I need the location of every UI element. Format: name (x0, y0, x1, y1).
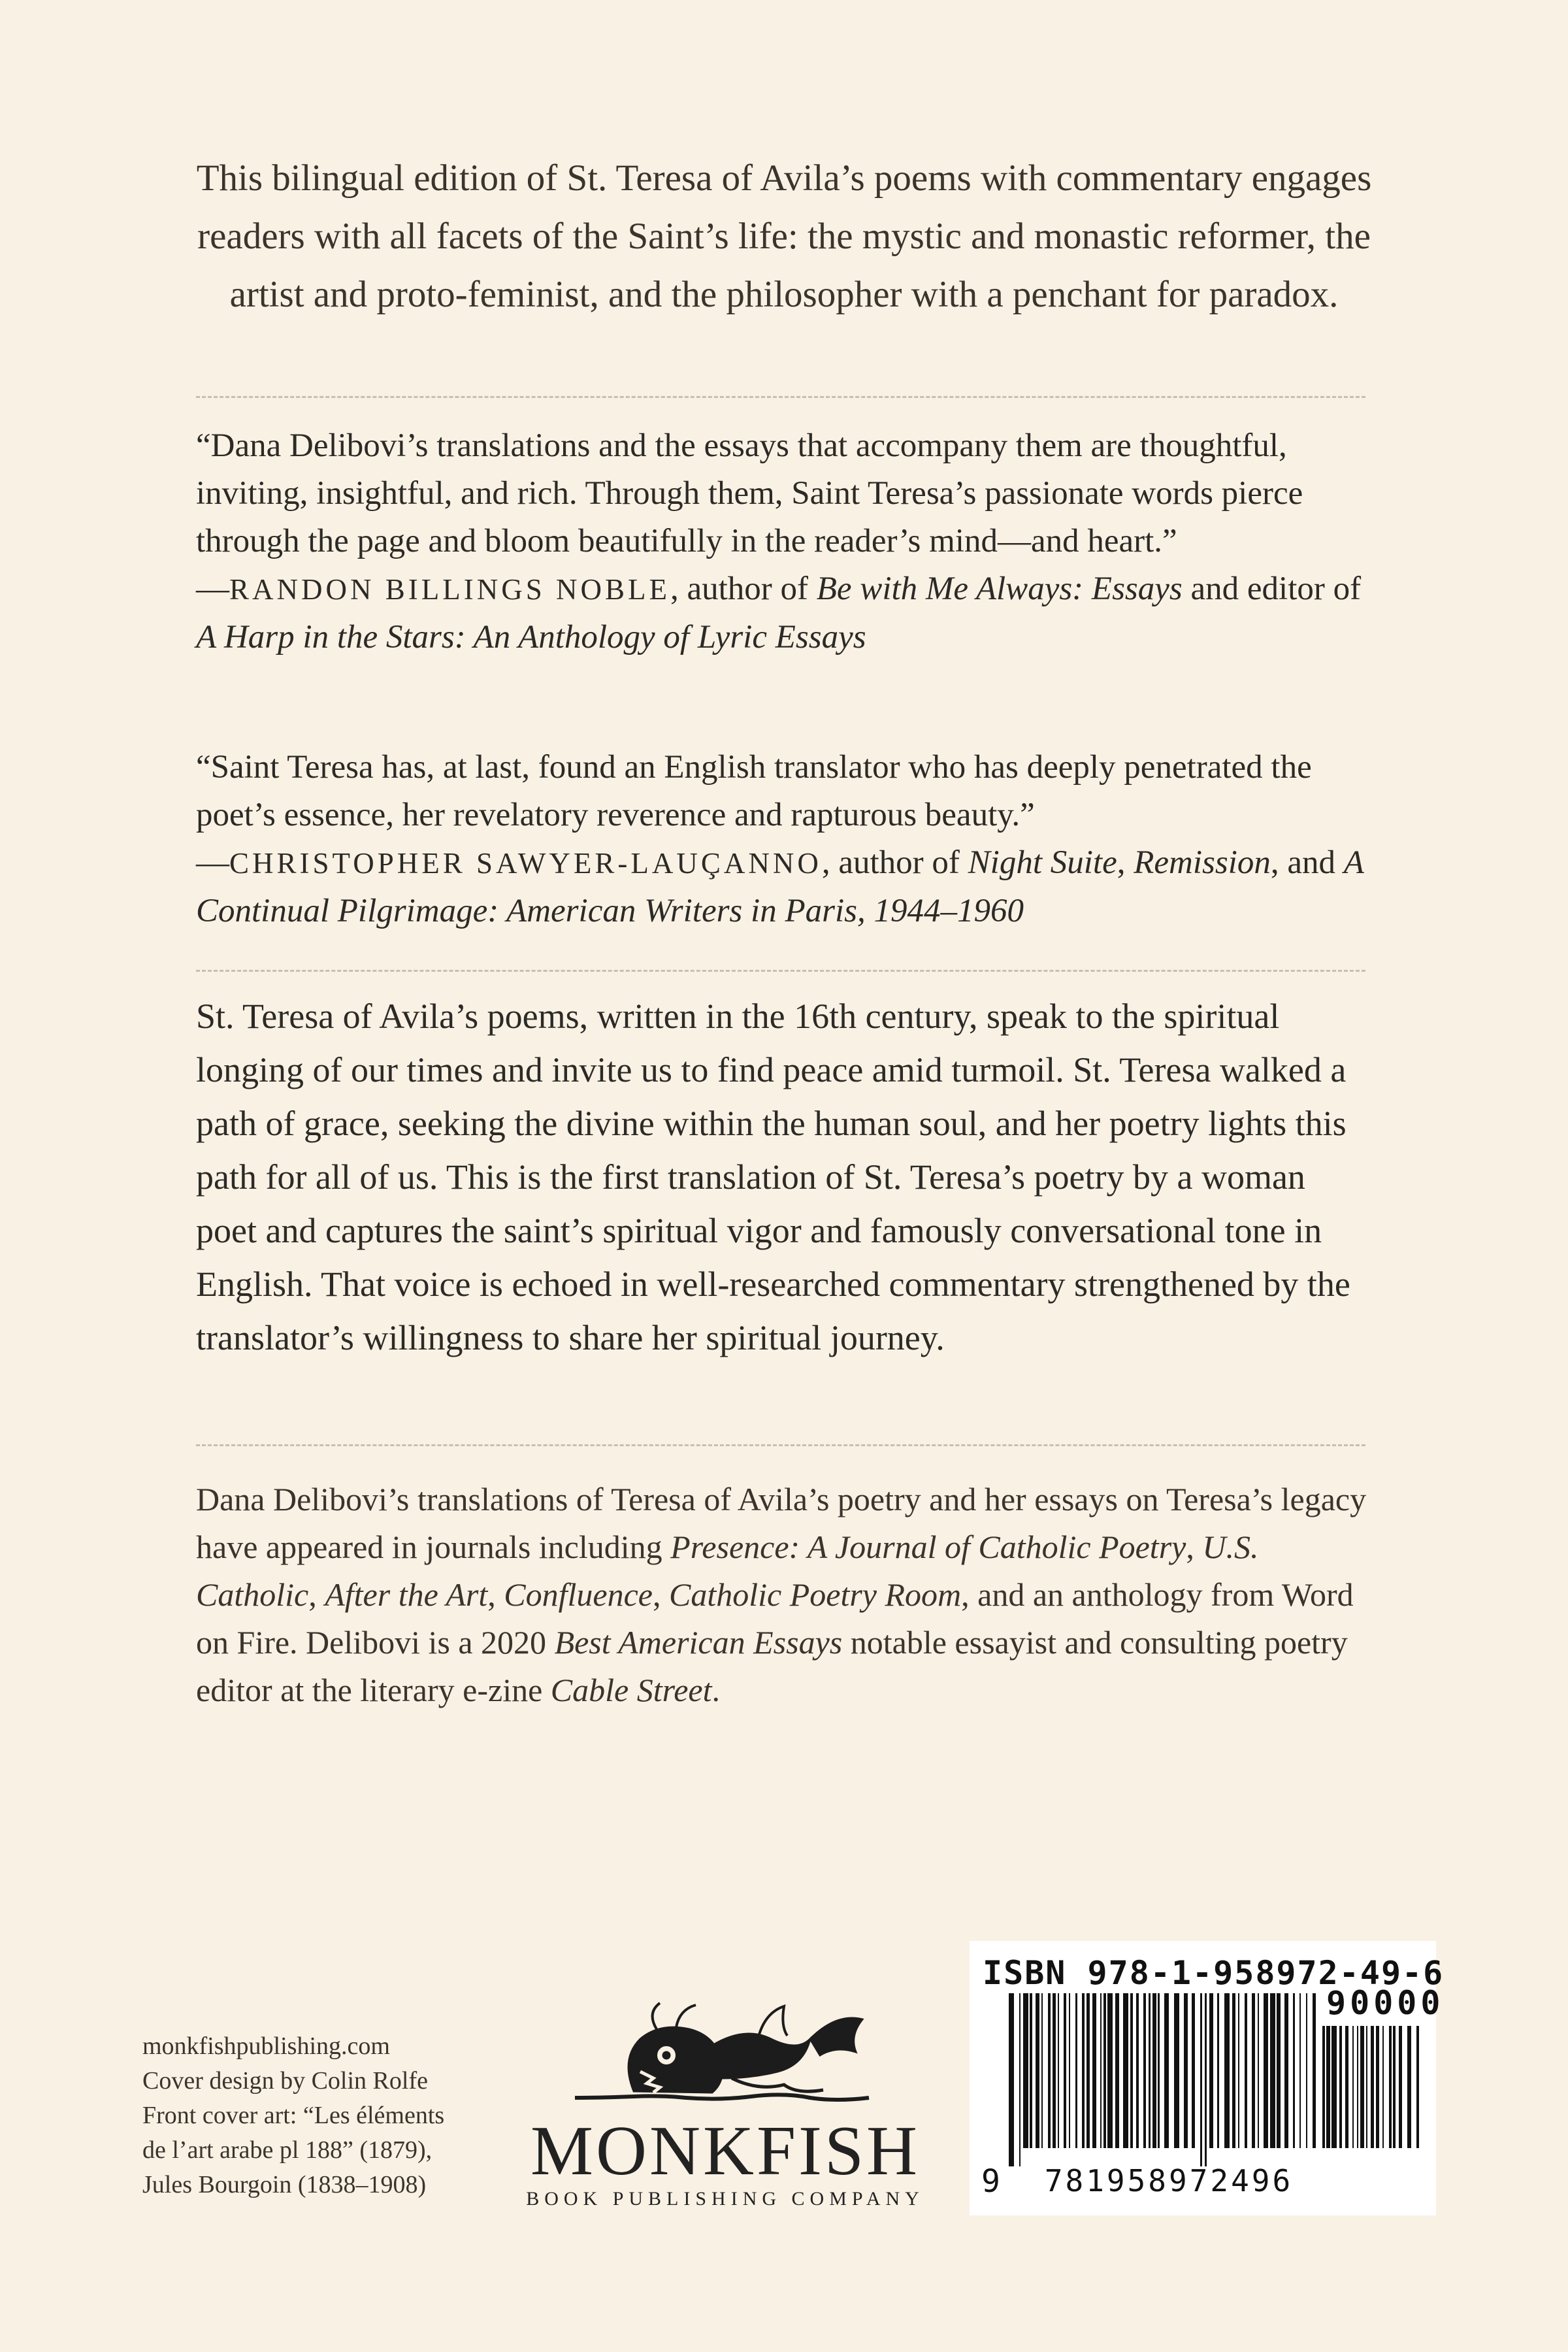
bio-journal-presence: Presence: A Journal of Catholic Poetry (670, 1529, 1186, 1565)
barcode-bar (1345, 2026, 1348, 2148)
barcode-bar (1048, 1993, 1051, 2148)
barcode-bar (1264, 1993, 1268, 2148)
endorsement-2-text: “Saint Teresa has, at last, found an English translator who has deeply penetrated the poet’s essence, her revelatory reverence and rapturous beauty.” (196, 749, 1312, 833)
barcode-bar (1277, 1993, 1281, 2148)
barcode-bar (1293, 1993, 1295, 2148)
barcode-bar (1058, 1993, 1059, 2148)
barcode-bar (1036, 1993, 1039, 2148)
endorsement-2-attr: , author of (821, 844, 968, 881)
barcode-bar (1238, 1993, 1239, 2148)
barcode-bar (1217, 1993, 1219, 2148)
barcode-bar (1064, 1993, 1066, 2148)
barcode-bar (1009, 1993, 1014, 2166)
endorsement-1-work-b: A Harp in the Stars: An Anthology of Lyric Essays (196, 619, 866, 655)
isbn-label: ISBN 978-1-958972-49-6 (983, 1954, 1445, 1992)
barcode-bar (1164, 1993, 1169, 2148)
barcode-bar (1149, 1993, 1151, 2148)
bio-sep-4: , (653, 1576, 669, 1613)
addon-barcode-bars (1322, 2026, 1427, 2166)
barcode-bar (1382, 2026, 1384, 2148)
bio-sep-1: , (1186, 1529, 1203, 1565)
barcode-bar (1393, 2026, 1396, 2148)
barcode-bar (1030, 1993, 1032, 2148)
bio-text-2: , and an anthology from Word on Fire. Delibovi is a 2020 (196, 1576, 1354, 1661)
barcode-bar (1053, 1993, 1056, 2148)
barcode-bar (1086, 1993, 1090, 2148)
barcode-bar (1339, 2026, 1342, 2148)
barcode-bar (1399, 2026, 1402, 2148)
barcode-bar (1184, 1993, 1188, 2148)
endorsement-2-work-a: Night Suite (968, 844, 1117, 881)
barcode-bar (1299, 1993, 1301, 2148)
barcode-bar (1232, 1993, 1235, 2148)
bio-journal-after-the-art: After the Art (325, 1576, 488, 1613)
barcode-bar (1152, 1993, 1156, 2148)
barcode-bar (1123, 1993, 1128, 2148)
barcode-bar (1075, 1993, 1077, 2148)
publisher-logo (516, 2000, 934, 2215)
barcode-bar (1360, 2026, 1364, 2148)
barcode-bar (1352, 2026, 1354, 2148)
cover-design-credit: Cover design by Colin Rolfe (142, 2067, 428, 2095)
barcode-bar (1107, 1993, 1113, 2148)
endorsement-1-attr-a: , author of (670, 571, 817, 607)
endorsement-2-sep-a: , (1117, 844, 1134, 881)
barcode-bar (1313, 1993, 1316, 2148)
barcode-bar (1322, 2026, 1325, 2148)
barcode-bar (1082, 1993, 1085, 2148)
barcode-bar (1174, 1993, 1179, 2148)
barcode-bar (1092, 1993, 1096, 2148)
endorsement-1-dash: — (196, 571, 229, 607)
barcode-bar (1019, 1993, 1021, 2166)
barcode-bar (1205, 1993, 1207, 2166)
barcode-bar (1331, 2026, 1337, 2148)
barcode-bar (1136, 1993, 1139, 2148)
barcode-bar (1158, 1993, 1160, 2148)
barcode-bar (1407, 2026, 1411, 2148)
barcode-bar (1245, 1993, 1247, 2148)
barcode-bar (1366, 2026, 1367, 2148)
divider-3 (196, 1444, 1365, 1446)
bio-text-1: Dana Delibovi’s translations of Teresa of Avila’s poetry and her essays on Teresa’s legacy have appeared in journals including (196, 1481, 1367, 1565)
endorsement-2 (196, 744, 1372, 935)
bio-best-american-essays: Best American Essays (554, 1624, 843, 1661)
price-addon-code: 90000 (1326, 1984, 1445, 2022)
barcode-bar (1192, 1993, 1195, 2148)
divider-2 (196, 970, 1365, 972)
bio-journal-us-catholic: U.S. Catholic (196, 1529, 1259, 1613)
barcode-bar (1326, 2026, 1330, 2148)
cover-art-credit-3: Jules Bourgoin (1838–1908) (142, 2171, 427, 2198)
barcode-bar (1258, 1993, 1259, 2148)
intro-blurb: This bilingual edition of St. Teresa of Avila’s poems with commentary engages readers with all facets of the Saint’s life: the mystic and monastic reformer, the artist and proto-feminist, and the philosopher with a penchant for paradox. (196, 157, 1372, 315)
bio-sep-3: , (487, 1576, 504, 1613)
bio-text-3: notable essayist and consulting poetry editor at the literary e-zine (196, 1624, 1348, 1708)
barcode-bar (1130, 1993, 1133, 2148)
barcode-bar (1376, 2026, 1379, 2148)
bio-sep-2: , (308, 1576, 325, 1613)
author-bio (196, 1476, 1372, 1714)
credits (142, 2029, 508, 2202)
publisher-website: monkfishpublishing.com (142, 2032, 390, 2060)
barcode-bar (1306, 1993, 1307, 2148)
barcode-bar (1270, 1993, 1275, 2148)
barcode-bars (1009, 1993, 1316, 2166)
barcode-bar (1209, 1993, 1213, 2148)
bio-cable-street: Cable Street (550, 1672, 712, 1708)
barcode-bar (1371, 2026, 1374, 2148)
barcode-bar (1416, 2026, 1419, 2148)
bio-period: . (711, 1672, 720, 1708)
description: St. Teresa of Avila’s poems, written in the 16th century, speak to the spiritual longing of our times and invite us to find peace amid turmoil. St. Teresa walked a path of grace, seeking the divine within the human soul, and her poetry lights this path for all of us. This is the first translation of St. Teresa’s poetry by a woman poet and captures the saint’s spiritual vigor and famously conversational tone in English. That voice is echoed in well-researched commentary strengthened by the translator’s willingness to share her spiritual journey. (196, 997, 1350, 1357)
endorsement-2-author: CHRISTOPHER SAWYER-LAUÇANNO (229, 847, 822, 880)
ean-first-digit: 9 (981, 2163, 1000, 2200)
divider-1 (196, 396, 1365, 398)
endorsement-1 (196, 422, 1372, 661)
endorsement-2-work-c: A Continual Pilgrimage: American Writers in Paris, 1944–1960 (196, 844, 1364, 929)
bio-journal-catholic-poetry-room: Catholic Poetry Room (669, 1576, 962, 1613)
endorsement-2-dash: — (196, 844, 229, 881)
bio-journal-confluence: Confluence (504, 1576, 653, 1613)
endorsement-1-attr-b: and editor of (1182, 571, 1362, 607)
publisher-name: MONKFISH (530, 2112, 921, 2190)
endorsement-2-work-b: Remission (1134, 844, 1271, 881)
endorsement-1-text: “Dana Delibovi’s translations and the essays that accompany them are thoughtful, inviting, insightful, and rich. Through them, Saint Teresa’s passionate words pierce through the page and bloom beautifully in the reader’s mind—and heart.” (196, 427, 1303, 559)
isbn-barcode (970, 1941, 1445, 2215)
barcode-bar (1023, 1993, 1028, 2148)
barcode-bar (1069, 1993, 1070, 2148)
endorsement-2-sep-b: , and (1270, 844, 1344, 881)
cover-art-credit-2: de l’art arabe pl 188” (1879), (142, 2136, 433, 2164)
barcode-bar (1357, 2026, 1358, 2148)
barcode-bar (1103, 1993, 1106, 2148)
endorsement-1-author: RANDON BILLINGS NOBLE (229, 573, 670, 606)
barcode-bar (1143, 1993, 1146, 2148)
publisher-subtitle: BOOK PUBLISHING COMPANY (526, 2188, 924, 2210)
ean-digits: 781958972496 (1044, 2163, 1294, 2198)
barcode-bar (1100, 1993, 1102, 2148)
endorsement-1-work-a: Be with Me Always: Essays (816, 571, 1183, 607)
barcode-bar (1041, 1993, 1043, 2148)
barcode-bar (1115, 1993, 1119, 2148)
cover-art-credit-1: Front cover art: “Les éléments (142, 2102, 445, 2129)
barcode-bar (1252, 1993, 1255, 2148)
barcode-bar (1224, 1993, 1230, 2148)
monkfish-icon (562, 2000, 889, 2111)
barcode-bar (1200, 1993, 1202, 2166)
barcode-bar (1389, 2026, 1392, 2148)
barcode-bar (1284, 1993, 1288, 2148)
